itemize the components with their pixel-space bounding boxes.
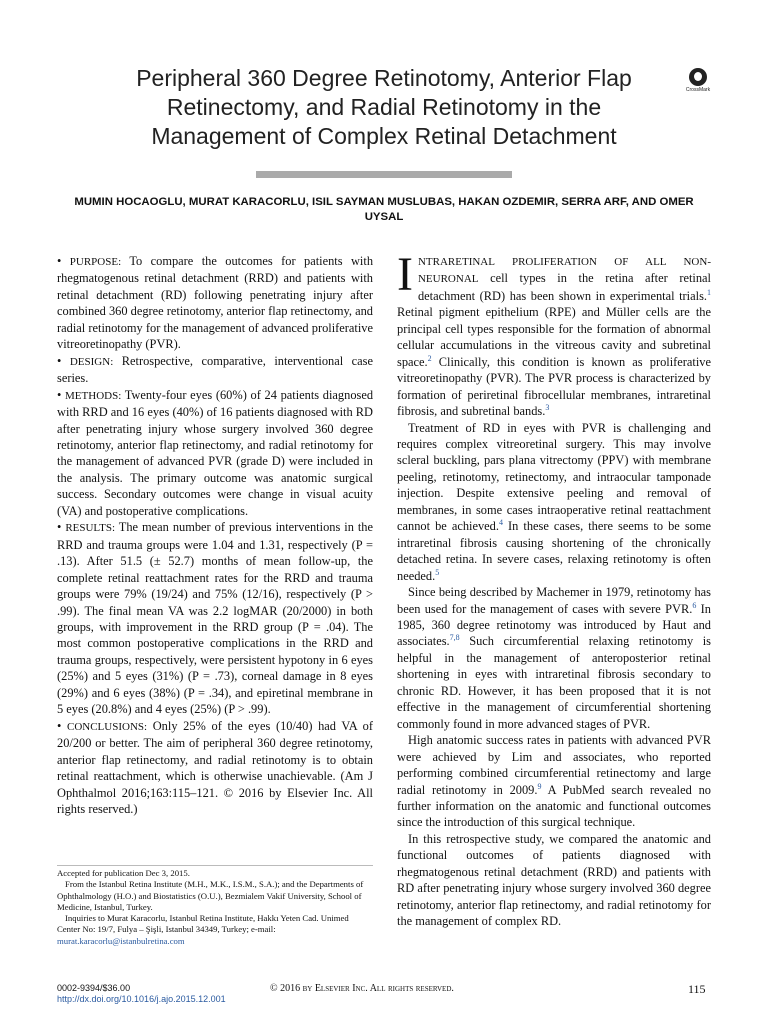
p1-text-a: cell types in the retina after retinal detachment (RD) has been shown in experimental trials. bbox=[417, 271, 711, 303]
purpose-text: To compare the outcomes for patients with rhegmatogenous retinal detachment (RRD) and patients with retinal detachment (RD) following penetrating injury after combined 360 degree retinotomy, anterior flap retinectomy, and radial retinotomy for the management of advanced proliferative vitreoretinopathy (PVR). bbox=[57, 254, 374, 352]
paragraph-5: In this retrospective study, we compared the anatomic and functional outcomes of patients diagnosed with rhegmatogenous retinal detachment (RRD) and patients with RD after penetrating injury whose surgery involved 360 degree retinotomy, anterior flap retinectomy, and radial retinotomy for the management of complex RD. bbox=[397, 831, 711, 929]
crossmark-icon bbox=[689, 68, 707, 86]
p1-text-b: Retinal pigment epithelium (RPE) and Müller cells are the principal cell types responsible for the formation of abnormal cellular accumulations in the vitreous cavity and subretinal space. bbox=[397, 305, 711, 369]
p2-text-b: In these cases, there seems to be some intraretinal fibrosis causing shortening of the chronically detached retina. In severe cases, relaxing retinotomy is often needed. bbox=[397, 519, 711, 583]
design-label: DESIGN: bbox=[69, 355, 114, 368]
paragraph-2 bbox=[397, 420, 711, 585]
p3-text-c: Such circumferential relaxing retinotomy is helpful in the management of anteroposterior retinal shortening in eyes with intraretinal fibrosis secondary to chronic RD. However, it has been proposed that it is not effective in the management of circumferential shortening commonly found in more advanced stages of PVR. bbox=[397, 634, 711, 731]
results-text: The mean number of previous interventions in the RRD and trauma groups were 1.04 and 1.31, respectively (P = .13). After 51.5 (± 52.7) months of mean follow-up, the complete retinal reattachment rates for the RRD and trauma groups were 79% (19/24) and 75% (12/16), respectively (P > .99). The final mean VA was 2.2 logMAR (20/2000) in both groups, with improvement in the RRD group (P = .04). The most common postoperative complications in the RRD and trauma groups, respectively, were persistent hypotony in 6 eyes (25%) and 5 eyes (31%) (P = .73), corneal damage in 8 eyes (29%) and 6 eyes (38%) (P = .34), and epiretinal membrane in 5 eyes (20.8%) and 4 eyes (25%) (P > .99). bbox=[57, 520, 374, 717]
abstract-design: • DESIGN: Retrospective, comparative, interventional case series. bbox=[57, 353, 373, 386]
crossmark-label: CrossMark bbox=[685, 87, 711, 93]
methods-label: METHODS: bbox=[65, 389, 122, 402]
footer-left bbox=[57, 983, 226, 1005]
author-list: MUMIN HOCAOGLU, MURAT KARACORLU, ISIL SAYMAN MUSLUBAS, HAKAN OZDEMIR, SERRA ARF, AND OMER UYSAL bbox=[74, 196, 694, 223]
paragraph-3 bbox=[397, 584, 711, 732]
doi-link[interactable]: http://dx.doi.org/10.1016/j.ajo.2015.12.001 bbox=[57, 994, 226, 1004]
drop-cap: I bbox=[397, 248, 413, 301]
crossmark-badge[interactable] bbox=[684, 68, 712, 93]
ref-link[interactable]: 6 bbox=[692, 600, 697, 610]
title-divider bbox=[256, 171, 512, 178]
abstract-results: • RESULTS: The mean number of previous interventions in the RRD and trauma groups were 1.04 and 1.31, respectively (P = .13). After 51.5 (± 52.7) months of mean follow-up, the complete retinal reattachment rates for the RRD and trauma groups were 79% (19/24) and 75% (12/16), respectively (P > .99). The final mean VA was 2.2 logMAR (20/2000) in both groups, with improvement in the RRD group (P = .04). The most common postoperative complications in the RRD and trauma groups, respectively, were persistent hypotony in 6 eyes (25%) and 5 eyes (31%) (P = .73), corneal damage in 8 eyes (29%) and 6 eyes (38%) (P = .34), and epiretinal membrane in 5 eyes (20.8%) and 4 eyes (25%) (P > .99). bbox=[57, 520, 374, 717]
article-title: Peripheral 360 Degree Retinotomy, Anterior Flap Retinectomy, and Radial Retinotomy in the Management of Complex Retinal Detachment bbox=[136, 65, 632, 149]
conclusions-text: Only 25% of the eyes (10/40) had VA of 20/200 or better. The aim of peripheral 360 degree retinotomy, anterior flap retinectomy, and radial retinotomy is to obtain retinal reattachment, which is otherwise unachievable. (Am J Ophthalmol 2016;163:115–121. © 2016 by Elsevier Inc. All rights reserved.) bbox=[57, 718, 373, 816]
ref-link[interactable]: 1 bbox=[707, 287, 711, 297]
p4-text-a: High anatomic success rates in patients with advanced PVR were achieved by Lim and associates, who reported performing combined circumferential retinectomy and large radial retinotomy in 2009. bbox=[397, 733, 711, 797]
footer-copyright: © 2016 by Elsevier Inc. All rights reserved. bbox=[270, 983, 454, 994]
paragraph-4 bbox=[397, 732, 711, 831]
email-link[interactable]: murat.karacorlu@istanbulretina.com bbox=[57, 935, 185, 946]
ref-link[interactable]: 5 bbox=[435, 567, 440, 577]
ref-link[interactable]: 3 bbox=[545, 402, 550, 412]
footnotes bbox=[57, 865, 373, 947]
affiliation-note: From the Istanbul Retina Institute (M.H., M.K., I.S.M., S.A.); and the Departments of Ophthalmology (H.O.) and Biostatistics (O.U.), Bezmialem Vakif University, School of Medicine, Istanbul, Turkey. bbox=[57, 879, 364, 912]
ref-link[interactable]: 4 bbox=[498, 518, 503, 528]
conclusions-label: CONCLUSIONS: bbox=[67, 720, 148, 733]
inquiries-text: Inquiries to Murat Karacorlu, Istanbul Retina Institute, Hakkı Yeten Cad. Unimed Center No: 19/7, Fulya – Şişli, Istanbul 34349, Turkey; e-mail: bbox=[57, 913, 349, 935]
paragraph-1 bbox=[397, 248, 711, 420]
page-number: 115 bbox=[688, 982, 706, 996]
purpose-label: PURPOSE: bbox=[69, 256, 122, 268]
p2-text-a: Treatment of RD in eyes with PVR is challenging and requires complex vitreoretinal surgery. This may involve scleral buckling, pars plana vitrectomy (PPV) with membrane peeling, retinotomy, retinectomy, and intraocular tamponade injection. Despite extensive peeling and removal of membranes, in some cases intraoperative retinal reattachment cannot be achieved. bbox=[397, 420, 711, 534]
ref-link[interactable]: 2 bbox=[427, 353, 432, 363]
ref-link[interactable]: 7,8 bbox=[449, 633, 460, 643]
abstract-purpose: • PURPOSE: To compare the outcomes for patients with rhegmatogenous retinal detachment (RRD) and patients with retinal detachment (RD) following penetrating injury after combined 360 degree retinotomy, anterior flap retinectomy, and radial retinotomy for the management of advanced proliferative vitreoretinopathy (PVR). bbox=[57, 254, 374, 352]
lead-in: NTRARETINAL PROLIFERATION OF ALL NON-NEURONAL bbox=[417, 256, 711, 286]
methods-text: Twenty-four eyes (60%) of 24 patients diagnosed with RRD and 16 eyes (40%) of 16 patients diagnosed with RD after penetrating injury whose surgery involved 360 degree retinotomy, anterior flap retinectomy, and radial retinotomy for the management of advanced PVR (grade D) were included in the analysis. The primary outcome was anatomic surgical success. Secondary outcomes were change in visual acuity (VA) and postoperative complications. bbox=[57, 387, 374, 518]
abstract-methods: • METHODS: Twenty-four eyes (60%) of 24 patients diagnosed with RRD and 16 eyes (40%) of 16 patients diagnosed with RD after penetrating injury whose surgery involved 360 degree retinotomy, anterior flap retinectomy, and radial retinotomy for the management of advanced PVR (grade D) were included in the analysis. The primary outcome was anatomic surgical success. Secondary outcomes were change in visual acuity (VA) and postoperative complications. bbox=[57, 387, 374, 518]
accepted-note: Accepted for publication Dec 3, 2015. bbox=[57, 868, 190, 878]
design-text: Retrospective, comparative, interventional case series. bbox=[57, 353, 373, 386]
inquiries-note bbox=[57, 913, 373, 947]
p3-text-b: In 1985, 360 degree retinotomy was introduced by Haut and associates. bbox=[397, 601, 711, 649]
p1-text-c: Clinically, this condition is known as proliferative vitreoretinopathy (PVR). The PVR process is characterized by formation of periretinal fibrocellular membranes, intraretinal fibrosis, and subretinal bands. bbox=[397, 354, 711, 419]
p4-text-b: A PubMed search revealed no further information on the anatomic and functional outcomes since the introduction of this surgical technique. bbox=[397, 782, 711, 830]
p3-text-a: Since being described by Machemer in 1979, retinotomy has been used for the management of cases with severe PVR. bbox=[397, 585, 711, 616]
ref-link[interactable]: 9 bbox=[537, 781, 542, 791]
issn: 0002-9394/$36.00 bbox=[57, 983, 131, 993]
results-label: RESULTS: bbox=[65, 522, 116, 535]
abstract bbox=[57, 253, 373, 817]
body-text bbox=[397, 248, 711, 930]
abstract-conclusions: • CONCLUSIONS: Only 25% of the eyes (10/40) had VA of 20/200 or better. The aim of peripheral 360 degree retinotomy, anterior flap retinectomy, and radial retinotomy is to obtain retinal reattachment, which is otherwise unachievable. (Am J Ophthalmol 2016;163:115–121. © 2016 by Elsevier Inc. All rights reserved.) bbox=[57, 718, 373, 816]
